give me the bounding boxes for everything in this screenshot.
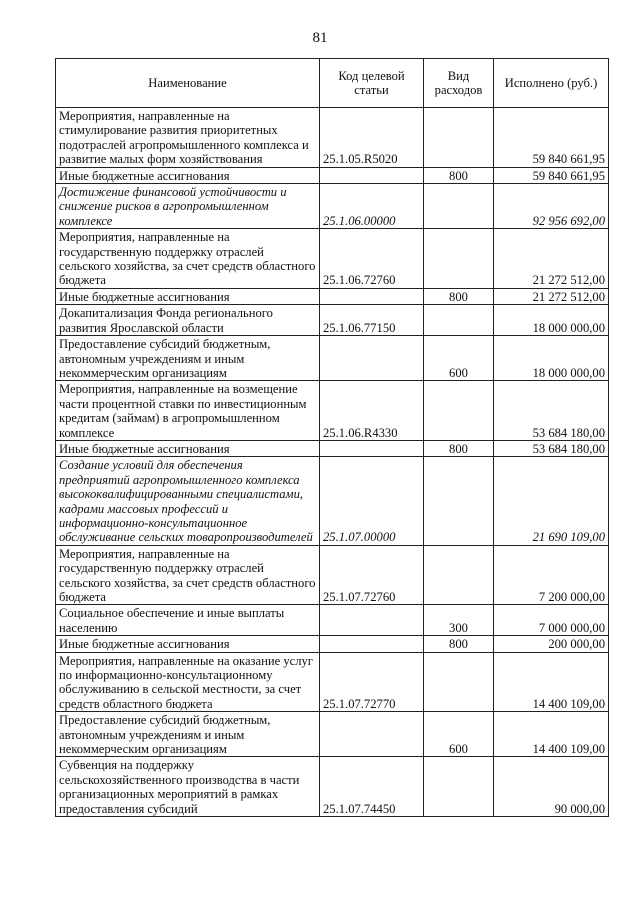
row-code <box>320 288 424 304</box>
table-row <box>56 440 609 456</box>
row-vid <box>424 545 494 605</box>
row-vid: 800 <box>424 288 494 304</box>
row-code: 25.1.06.72760 <box>320 229 424 289</box>
header-code: Код целевой статьи <box>320 59 424 108</box>
table-row <box>56 229 609 289</box>
table-row <box>56 712 609 757</box>
row-code <box>320 636 424 652</box>
page-number: 81 <box>312 30 328 46</box>
row-name: Иные бюджетные ассигнования <box>56 167 320 183</box>
row-name: Создание условий для обеспечения предприятий агропромышленного комплекса высококвалифицированными специалистами, кадрами массовых профессий и информационно-консультационное обслуживание сельских товаропроизводителей <box>56 457 320 545</box>
row-name: Иные бюджетные ассигнования <box>56 288 320 304</box>
row-code <box>320 712 424 757</box>
header-vid: Вид расходов <box>424 59 494 108</box>
row-name: Мероприятия, направленные на возмещение части процентной ставки по инвестиционным кредитам (займам) в агропромышленном комплексе <box>56 381 320 441</box>
row-vid <box>424 652 494 712</box>
row-code <box>320 336 424 381</box>
table-row <box>56 381 609 441</box>
row-vid <box>424 229 494 289</box>
row-name: Мероприятия, направленные на государственную поддержку отраслей сельского хозяйства, за счет средств областного бюджета <box>56 545 320 605</box>
row-vid: 800 <box>424 440 494 456</box>
row-code <box>320 605 424 636</box>
row-code <box>320 167 424 183</box>
row-name: Мероприятия, направленные на оказание услуг по информационно-консультационному обслуживанию в сельской местности, за счет средств областного бюджета <box>56 652 320 712</box>
row-amount: 59 840 661,95 <box>494 108 609 168</box>
row-amount: 59 840 661,95 <box>494 167 609 183</box>
row-code: 25.1.06.77150 <box>320 305 424 336</box>
row-amount: 7 200 000,00 <box>494 545 609 605</box>
row-name: Предоставление субсидий бюджетным, автономным учреждениям и иным некоммерческим организациям <box>56 712 320 757</box>
row-amount: 21 272 512,00 <box>494 288 609 304</box>
row-vid: 800 <box>424 636 494 652</box>
budget-table <box>55 58 609 817</box>
row-name: Достижение финансовой устойчивости и снижение рисков в агропромышленном комплексе <box>56 184 320 229</box>
row-amount: 14 400 109,00 <box>494 652 609 712</box>
row-amount: 200 000,00 <box>494 636 609 652</box>
row-amount: 7 000 000,00 <box>494 605 609 636</box>
row-amount: 18 000 000,00 <box>494 305 609 336</box>
row-vid: 600 <box>424 712 494 757</box>
row-amount: 21 272 512,00 <box>494 229 609 289</box>
table-row <box>56 184 609 229</box>
row-amount: 21 690 109,00 <box>494 457 609 545</box>
row-name: Иные бюджетные ассигнования <box>56 636 320 652</box>
row-name: Иные бюджетные ассигнования <box>56 440 320 456</box>
row-code: 25.1.07.72770 <box>320 652 424 712</box>
row-code: 25.1.06.R4330 <box>320 381 424 441</box>
row-vid <box>424 381 494 441</box>
row-name: Докапитализация Фонда регионального развития Ярославской области <box>56 305 320 336</box>
row-amount: 18 000 000,00 <box>494 336 609 381</box>
table-body <box>56 108 609 817</box>
row-amount: 14 400 109,00 <box>494 712 609 757</box>
table-row <box>56 636 609 652</box>
table-row <box>56 457 609 545</box>
row-name: Мероприятия, направленные на государственную поддержку отраслей сельского хозяйства, за счет средств областного бюджета <box>56 229 320 289</box>
row-name: Социальное обеспечение и иные выплаты населению <box>56 605 320 636</box>
row-name: Субвенция на поддержку сельскохозяйственного производства в части организационных мероприятий в рамках предоставления субсидий <box>56 757 320 817</box>
row-vid: 800 <box>424 167 494 183</box>
row-vid <box>424 184 494 229</box>
row-code: 25.1.07.72760 <box>320 545 424 605</box>
row-name: Предоставление субсидий бюджетным, автономным учреждениям и иным некоммерческим организациям <box>56 336 320 381</box>
row-vid <box>424 457 494 545</box>
header-name: Наименование <box>56 59 320 108</box>
row-vid <box>424 108 494 168</box>
table-header-row <box>56 59 609 108</box>
row-code: 25.1.05.R5020 <box>320 108 424 168</box>
header-amount: Исполнено (руб.) <box>494 59 609 108</box>
table-row <box>56 108 609 168</box>
row-code: 25.1.07.00000 <box>320 457 424 545</box>
row-vid <box>424 305 494 336</box>
table-row <box>56 167 609 183</box>
table-row <box>56 652 609 712</box>
row-name: Мероприятия, направленные на стимулирование развития приоритетных подотраслей агропромышленного комплекса и развитие малых форм хозяйствования <box>56 108 320 168</box>
row-vid: 300 <box>424 605 494 636</box>
table-row <box>56 288 609 304</box>
row-amount: 92 956 692,00 <box>494 184 609 229</box>
table-row <box>56 605 609 636</box>
table-row <box>56 336 609 381</box>
row-code <box>320 440 424 456</box>
row-code: 25.1.07.74450 <box>320 757 424 817</box>
row-amount: 53 684 180,00 <box>494 381 609 441</box>
row-code: 25.1.06.00000 <box>320 184 424 229</box>
row-amount: 90 000,00 <box>494 757 609 817</box>
row-amount: 53 684 180,00 <box>494 440 609 456</box>
table-row <box>56 545 609 605</box>
table-row <box>56 757 609 817</box>
row-vid <box>424 757 494 817</box>
row-vid: 600 <box>424 336 494 381</box>
table-row <box>56 305 609 336</box>
